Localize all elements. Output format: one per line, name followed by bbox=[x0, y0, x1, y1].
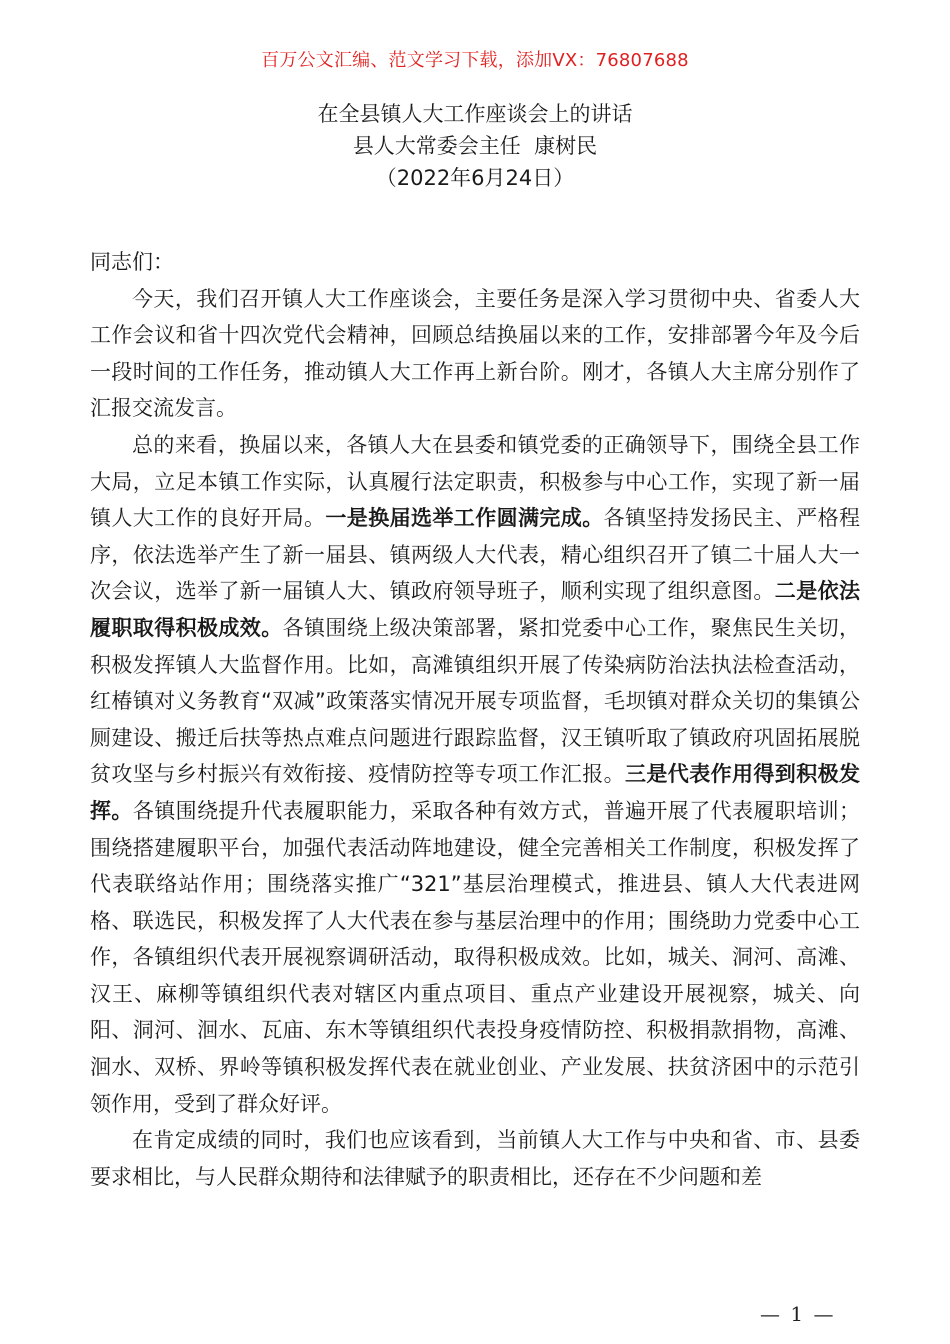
paragraph-text: 各镇围绕提升代表履职能力，采取各种有效方式，普遍开展了代表履职培训；围绕搭建履职平台，加强代表活动阵地建设，健全完善相关工作制度，积极发挥了代表联络站作用；围绕落实推广“321”基层治理模式，推进县、镇人大代表进网格、联选民，积极发挥了人大代表在参与基层治理中的作用；围绕助力党委中心工作，各镇组织代表开展视察调研活动，取得积极成效。比如，城关、洞河、高滩、汉王、麻柳等镇组织代表对辖区内重点项目、重点产业建设开展视察，城关、向阳、洞河、洄水、瓦庙、东木等镇组织代表投身疫情防控、积极捐款捐物，高滩、洄水、双桥、界岭等镇积极发挥代表在就业创业、产业发展、扶贫济困中的示范引领作用，受到了群众好评。 bbox=[90, 798, 861, 1116]
paragraph-1 bbox=[90, 281, 860, 427]
key-point-1: 一是换届选举工作圆满完成。 bbox=[325, 506, 604, 531]
title-block bbox=[0, 98, 950, 194]
paragraph-text: 各镇坚持发扬民主、严格程序，依法选举产生了新一届县、镇两级人大代表，精心组织召开了镇二十届人大一次会议，选举了新一届镇人大、镇政府领导班子，顺利实现了组织意图。 bbox=[90, 506, 861, 604]
speaker-line: 县人大常委会主任 康树民 bbox=[352, 134, 598, 158]
document-body bbox=[90, 244, 860, 1195]
page-number: — 1 — bbox=[760, 1302, 836, 1326]
document-title: 在全县镇人大工作座谈会上的讲话 bbox=[317, 102, 633, 126]
key-point-3: 三是代表作用得到积极发挥。 bbox=[90, 762, 860, 823]
date-line: （2022年6月24日） bbox=[375, 166, 575, 190]
paragraph-2 bbox=[90, 427, 860, 1122]
paragraph-text: 在肯定成绩的同时，我们也应该看到，当前镇人大工作与中央和省、市、县委要求相比，与人民群众期待和法律赋予的职责相比，还存在不少问题和差 bbox=[90, 1128, 860, 1189]
paragraph-3 bbox=[90, 1122, 860, 1195]
paragraph-text: 各镇围绕上级决策部署，紧扣党委中心工作，聚焦民生关切，积极发挥镇人大监督作用。比如，高滩镇组织开展了传染病防治法执法检查活动，红椿镇对义务教育“双减”政策落实情况开展专项监督，毛坝镇对群众关切的集镇公厕建设、搬迁后扶等热点难点问题进行跟踪监督，汉王镇听取了镇政府巩固拓展脱贫攻坚与乡村振兴有效衔接、疫情防控等专项工作汇报。 bbox=[90, 615, 861, 787]
header-note: 百万公文汇编、范文学习下载，添加VX：76807688 bbox=[261, 50, 689, 71]
paragraph-text: 总的来看，换届以来，各镇人大在县委和镇党委的正确领导下，围绕全县工作大局，立足本镇工作实际，认真履行法定职责，积极参与中心工作，实现了新一届镇人大工作的良好开局。 bbox=[90, 432, 860, 531]
salutation: 同志们： bbox=[90, 250, 174, 274]
paragraph-text: 今天，我们召开镇人大工作座谈会，主要任务是深入学习贯彻中央、省委人大工作会议和省十四次党代会精神，回顾总结换届以来的工作，安排部署今年及今后一段时间的工作任务，推动镇人大工作再上新台阶。刚才，各镇人大主席分别作了汇报交流发言。 bbox=[90, 286, 860, 421]
key-point-2: 二是依法履职取得积极成效。 bbox=[90, 579, 860, 640]
